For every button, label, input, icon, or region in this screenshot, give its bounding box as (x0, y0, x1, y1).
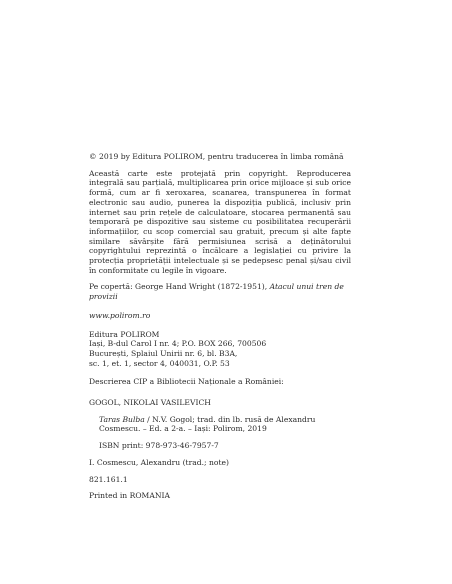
publisher-address-line: sc. 1, et. 1, sector 4, 040031, O.P. 53 (89, 358, 230, 368)
publisher-address-line: Iași, B-dul Carol I nr. 4; P.O. BOX 266, 700506 (89, 339, 267, 349)
cip-author: GOGOL, NIKOLAI VASILEVICH (89, 398, 211, 408)
publisher-address-line: București, Splaiul Unirii nr. 6, bl. B3A, (89, 348, 238, 358)
cip-description: / N.V. Gogol; trad. din lb. rusă de Alexandru Cosmescu. – Ed. a 2-a. – Iași: Polirom, 2019 (99, 414, 316, 434)
cover-credit-title: Atacul unui tren de provizii (89, 282, 344, 302)
cip-classification: 821.161.1 (89, 474, 128, 484)
publisher-block (89, 330, 351, 369)
rights-notice: Această carte este protejată prin copyright. Reproducerea integrală sau parțială, multiplicarea prin orice mijloace și sub orice formă, cum ar fi xeroxarea, scanarea, transpunerea în format electronic sau audio, punerea la dispoziția publică, inclusiv prin internet sau prin rețele de calculatoare, stocarea permanentă sau temporară pe dispozitive sau sisteme cu posibilitatea recuperării informațiilor, cu scop comercial sau gratuit, precum și alte fapte similare săvârșite fără permisiunea scrisă a deținătorului copyrightului reprezintă o încălcare a legislației cu privire la protecția proprietății intelectuale și se pedepsesc penal și/sau civil în conformitate cu legile în vigoare. (89, 168, 351, 275)
cip-heading: Descrierea CIP a Bibliotecii Naționale a României: (89, 377, 284, 387)
publisher-name: Editura POLIROM (89, 329, 160, 339)
cip-contributor: I. Cosmescu, Alexandru (trad.; note) (89, 457, 229, 467)
printed-in: Printed in ROMANIA (89, 491, 170, 501)
cip-book-title: Taras Bulba (99, 414, 145, 424)
page-content (89, 152, 351, 501)
cip-isbn: ISBN print: 978-973-46-7957-7 (99, 441, 219, 451)
cover-credit (89, 282, 351, 301)
copyright-line: © 2019 by Editura POLIROM, pentru traducerea în limba română (89, 152, 344, 161)
cip-entry (89, 415, 351, 434)
cover-credit-prefix: Pe copertă: George Hand Wright (1872-1951), (89, 282, 270, 292)
website: www.polirom.ro (89, 310, 151, 320)
